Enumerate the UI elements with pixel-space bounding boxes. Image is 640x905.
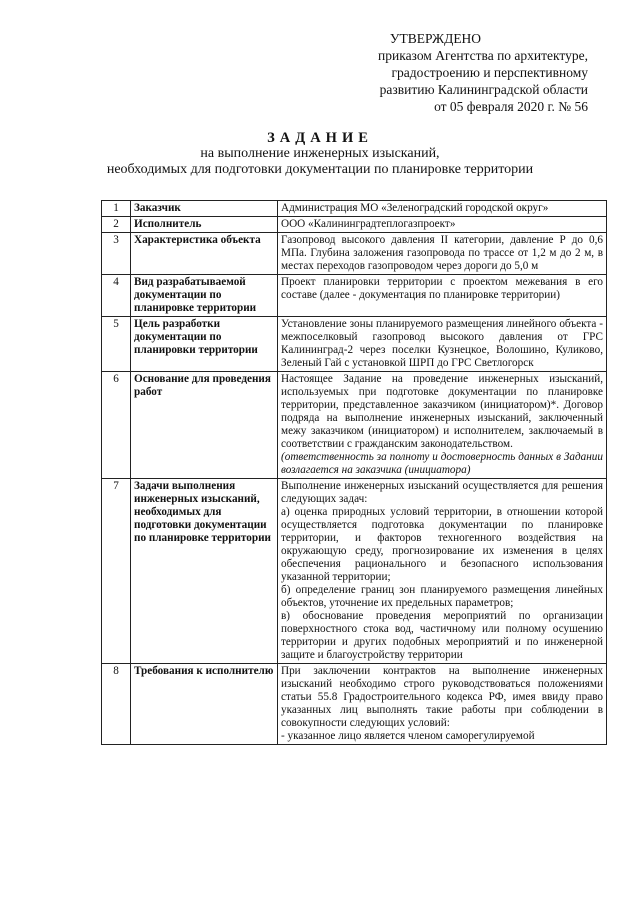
value-text: Газопровод высокого давления II категории, давление Р до 0,6 МПа. Глубина заложения газопровода по трассе от 1,2 м до 2 м, в местах переходов газопроводом через дороги до 5,0 м (281, 234, 603, 272)
row-label: Исполнитель (131, 217, 278, 233)
row-value (278, 317, 607, 372)
table-row (102, 233, 607, 275)
row-number: 1 (102, 201, 131, 217)
value-text: Настоящее Задание на проведение инженерных изысканий, используемых при подготовке документации по планировке территории, представленное заказчиком (инициатором)*. Договор подряда на выполнение инженерных изысканий, заключенный межу заказчиком (инициатором) и исполнителем, заключаемый в соответствии с гражданским законодательством. (281, 373, 603, 450)
row-value (278, 664, 607, 745)
row-number: 4 (102, 275, 131, 317)
row-label: Заказчик (131, 201, 278, 217)
title-main: ЗАДАНИЕ (267, 130, 373, 146)
value-text: а) оценка природных условий территории, в отношении которой осуществляется подготовка документации по планировке территории, и факторов техногенного воздействия на окружающую среду, прогнозирование их изменения в целях обеспечения рационального и безопасного использования указанной территории; (281, 506, 603, 583)
row-value (278, 275, 607, 317)
title-line: необходимых для подготовки документации по планировке территории (106, 162, 534, 177)
value-text: Администрация МО «Зеленоградский городской округ» (281, 202, 549, 214)
table-row (102, 201, 607, 217)
task-table (101, 200, 607, 745)
row-number: 8 (102, 664, 131, 745)
value-text: Установление зоны планируемого размещения линейного объекта - межпоселковый газопровод высокого давления от ГРС Калининград-2 через поселки Кузнецкое, Волошино, Куликово, Зеленый Гай с установкой ШРП до ГРС Светлогорск (281, 318, 603, 369)
table-row (102, 317, 607, 372)
value-text: в) обоснование проведения мероприятий по организации поверхностного стока вод, частичному или полному осушению территории и других подобных мероприятий и по инженерной защите и благоустройству территории (281, 610, 603, 661)
row-label: Требования к исполнителю (131, 664, 278, 745)
approval-line: развитию Калининградской области (379, 82, 588, 97)
document-title (0, 130, 640, 178)
row-value (278, 201, 607, 217)
row-label: Цель разработки документации по планировки территории (131, 317, 278, 372)
table-row (102, 217, 607, 233)
row-value (278, 217, 607, 233)
value-text: б) определение границ зон планируемого размещения линейных объектов, уточнение их предельных параметров; (281, 584, 603, 609)
row-number: 5 (102, 317, 131, 372)
approval-heading: УТВЕРЖДЕНО (389, 31, 482, 46)
row-label: Вид разрабатываемой документации по планировке территории (131, 275, 278, 317)
table-row (102, 275, 607, 317)
row-label: Основание для проведения работ (131, 372, 278, 479)
row-value (278, 233, 607, 275)
value-text: - указанное лицо является членом саморегулируемой (281, 730, 535, 742)
table-row (102, 372, 607, 479)
approval-line: от 05 февраля 2020 г. № 56 (434, 99, 588, 114)
table-row (102, 664, 607, 745)
value-text: При заключении контрактов на выполнение инженерных изысканий необходимо строго руководствоваться положениями статьи 55.8 Градостроительного кодекса РФ, имея ввиду право указанных лиц выполнять такие работы при соблюдении в совокупности следующих условий: (281, 665, 603, 729)
table-row (102, 479, 607, 664)
approval-line: градостроению и перспективному (391, 65, 588, 80)
responsibility-note: (ответственность за полноту и достоверность данных в Задании возлагается на заказчика (инициатора) (281, 451, 603, 476)
value-text: Выполнение инженерных изысканий осуществляется для решения следующих задач: (281, 480, 603, 505)
row-value (278, 372, 607, 479)
approval-line: приказом Агентства по архитектуре, (378, 48, 588, 63)
row-number: 6 (102, 372, 131, 479)
value-text: ООО «Калининградтеплогазпроект» (281, 218, 456, 230)
approval-stamp (318, 30, 588, 115)
row-label: Задачи выполнения инженерных изысканий, необходимых для подготовки документации по планировке территории (131, 479, 278, 664)
row-label: Характеристика объекта (131, 233, 278, 275)
row-number: 2 (102, 217, 131, 233)
row-value (278, 479, 607, 664)
title-line: на выполнение инженерных изысканий, (200, 146, 440, 161)
row-number: 7 (102, 479, 131, 664)
row-number: 3 (102, 233, 131, 275)
value-text: Проект планировки территории с проектом межевания в его составе (далее - документация по планировке территории) (281, 276, 603, 301)
